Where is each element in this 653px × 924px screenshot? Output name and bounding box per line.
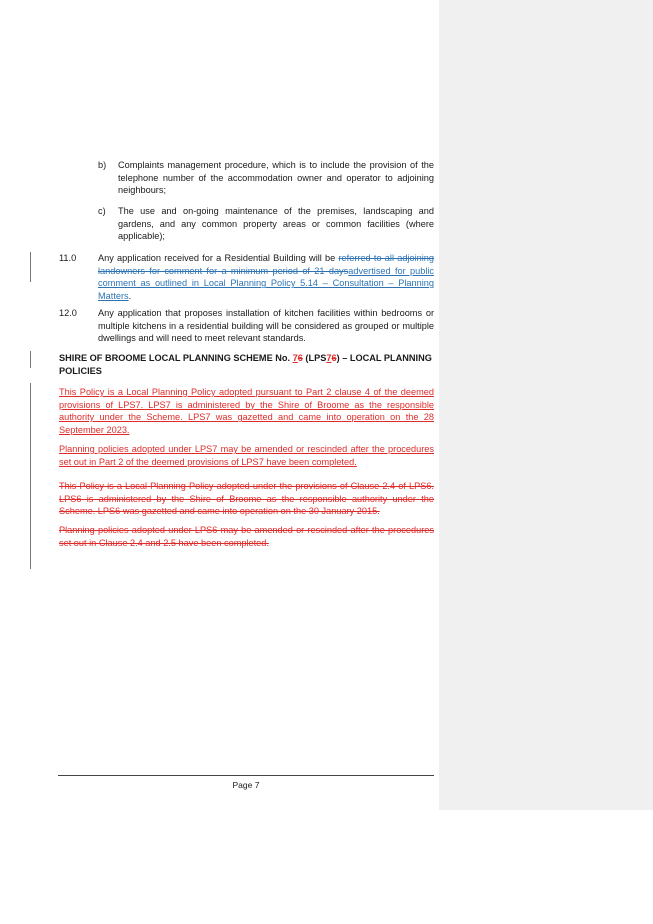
clause-11-deleted: referred to all adjoining landowners for comment for a minimum period of 21 days xyxy=(98,253,434,276)
clause-11-end: . xyxy=(128,290,132,301)
clause-number-12: 12.0 xyxy=(59,308,77,318)
list-item-b: Complaints management procedure, which is to include the provision of the telephone number of the accommodation owner and operator to adjoining neighbours; xyxy=(118,160,434,196)
deleted-paragraph-2: Planning policies adopted under LPS6 may be amended or rescinded after the procedures set out in Clause 2.4 and 2.5 have been completed. xyxy=(59,525,434,548)
clause-11-inserted: advertised for public comment as outlined in Local Planning Policy 5.14 – Consultation – Planning Matters xyxy=(98,265,434,301)
clause-number-11: 11.0 xyxy=(59,253,77,263)
list-item-c: The use and on-going maintenance of the premises, landscaping and gardens, and any common property areas or common facilities (where applicable); xyxy=(118,206,434,242)
heading-inserted-7: 7 xyxy=(292,353,298,363)
heading-deleted-6b: 6 xyxy=(331,353,337,363)
comment-pane xyxy=(439,0,653,810)
comment-pane-bottom xyxy=(439,810,653,924)
clause-12-text: Any application that proposes installation of kitchen facilities within bedrooms or multiple kitchens in a residential building will be considered as grouped or multiple dwellings and will need to meet relevant standards. xyxy=(98,308,434,344)
footer-rule xyxy=(58,775,434,776)
heading-deleted-6: 6 xyxy=(297,353,303,363)
change-bar xyxy=(30,383,31,569)
list-label-b: b) xyxy=(98,160,107,170)
deleted-paragraph-1: This Policy is a Local Planning Policy adopted under the provisions of Clause 2.4 of LPS6. LPS6 is administered by the Shire of Broome as the responsible authority under the Scheme. LPS6 was gazetted and came into operation on the 30 January 2015. xyxy=(59,481,434,517)
section-heading: SHIRE OF BROOME LOCAL PLANNING SCHEME No. 76 (LPS76) – LOCAL PLANNING POLICIES xyxy=(59,353,432,376)
inserted-paragraph-2: Planning policies adopted under LPS7 may be amended or rescinded after the procedures set out in Part 2 of the deemed provisions of LPS7 have been completed. xyxy=(59,444,434,467)
page-number: Page 7 xyxy=(232,780,260,790)
clause-11-intro: Any application received for a Residential Building will be xyxy=(98,253,339,263)
inserted-paragraph-1: This Policy is a Local Planning Policy adopted pursuant to Part 2 clause 4 of the deemed provisions of LPS7. LPS7 is administered by the Shire of Broome as the responsible authority under the Scheme. LPS7 was gazetted and came into operation on the 28 September 2023. xyxy=(59,387,434,435)
clause-11-text xyxy=(98,252,434,302)
change-bar xyxy=(30,252,31,282)
heading-inserted-7b: 7 xyxy=(326,353,332,363)
change-bar xyxy=(30,351,31,368)
list-label-c: c) xyxy=(98,206,106,216)
